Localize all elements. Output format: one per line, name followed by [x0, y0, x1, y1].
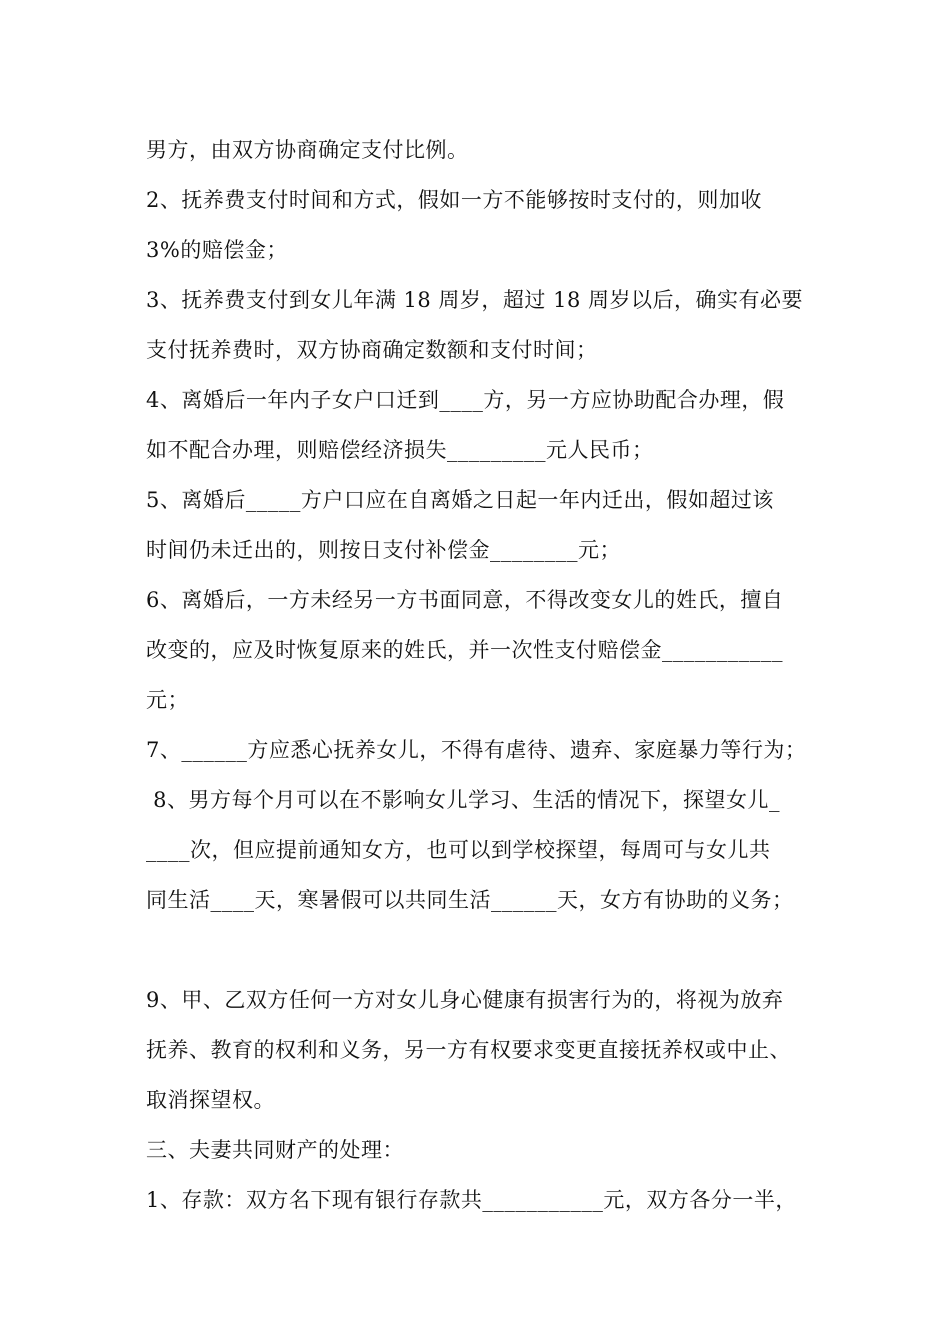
- text-line: 抚养、教育的权利和义务，另一方有权要求变更直接抚养权或中止、: [146, 1038, 791, 1062]
- text-line: 9、甲、乙双方任何一方对女儿身心健康有损害行为的，将视为放弃: [146, 988, 784, 1012]
- text-line: 7、______方应悉心抚养女儿，不得有虐待、遗弃、家庭暴力等行为；: [146, 738, 807, 762]
- text-line: 取消探望权。: [146, 1088, 275, 1112]
- text-line: 同生活____天，寒暑假可以共同生活______天，女方有协助的义务；: [146, 888, 794, 912]
- text-line: 6、离婚后，一方未经另一方书面同意，不得改变女儿的姓氏，擅自: [146, 588, 784, 612]
- text-line: 改变的，应及时恢复原来的姓氏，并一次性支付赔偿金___________: [146, 638, 783, 662]
- text-line: 5、离婚后_____方户口应在自离婚之日起一年内迁出，假如超过该: [146, 488, 774, 512]
- section-heading: 三、夫妻共同财产的处理：: [146, 1138, 404, 1162]
- text-line: 时间仍未迁出的，则按日支付补偿金________元；: [146, 538, 621, 562]
- text-line: 1、存款：双方名下现有银行存款共___________元，双方各分一半，: [146, 1188, 797, 1212]
- text-line: 男方，由双方协商确定支付比例。: [146, 138, 469, 162]
- text-line: ____次，但应提前通知女方，也可以到学校探望，每周可与女儿共: [146, 838, 771, 862]
- text-line: 3、抚养费支付到女儿年满 18 周岁，超过 18 周岁以后，确实有必要: [146, 288, 804, 312]
- text-line: 元；: [146, 688, 189, 712]
- text-line: 4、离婚后一年内子女户口迁到____方，另一方应协助配合办理，假: [146, 388, 785, 412]
- text-line: 2、抚养费支付时间和方式，假如一方不能够按时支付的，则加收: [146, 188, 762, 212]
- text-line: 支付抚养费时，双方协商确定数额和支付时间；: [146, 338, 598, 362]
- text-line: 8、男方每个月可以在不影响女儿学习、生活的情况下，探望女儿_: [146, 788, 781, 812]
- text-line: 3%的赔偿金；: [146, 238, 288, 262]
- text-line: 如不配合办理，则赔偿经济损失_________元人民币；: [146, 438, 654, 462]
